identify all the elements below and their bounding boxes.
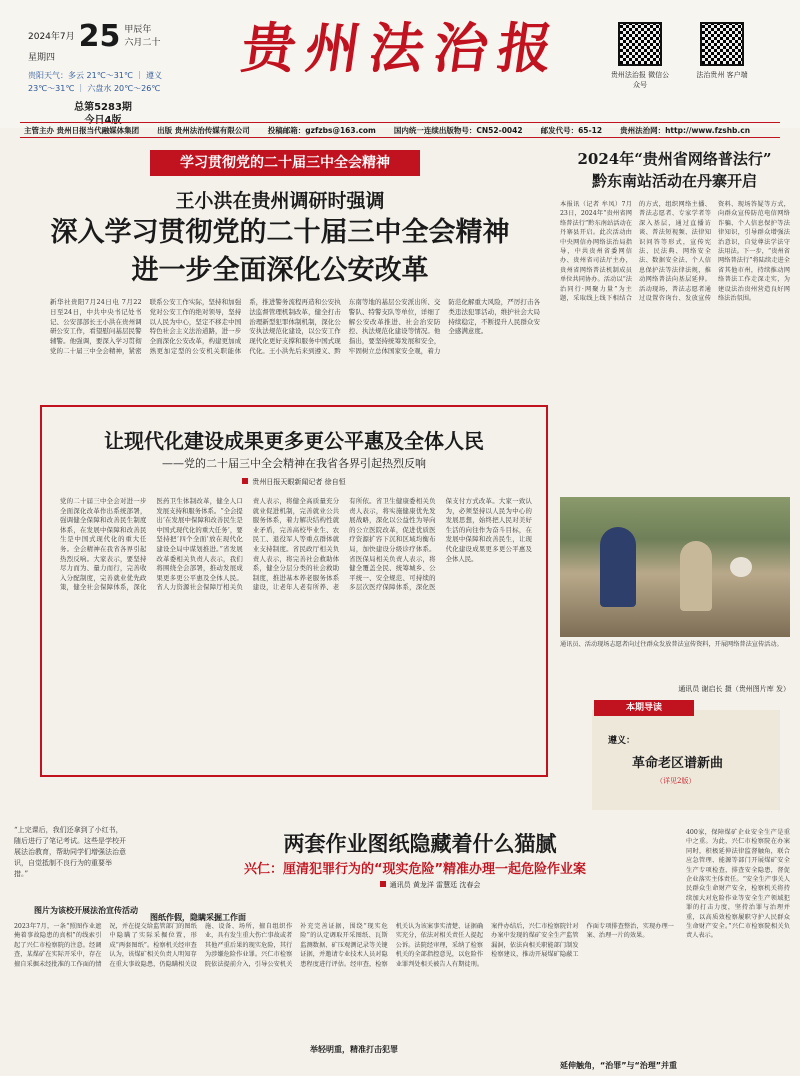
right-headline-line1[interactable]: 2024年“贵州省网络普法行” [577, 150, 772, 168]
guide-page-ref[interactable]: （详见2版） [656, 777, 696, 785]
lunar-month: 甲辰年 [124, 25, 152, 35]
lunar-day: 六月二十 [124, 38, 161, 48]
guide-header: 本期导读 [594, 700, 694, 716]
qr-code-icon[interactable] [618, 22, 662, 66]
qr-right-label: 法治贵州 客户端 [696, 71, 748, 79]
guide-location: 遵义： [608, 736, 636, 746]
section-head-3: 延伸触角，“治罪”与“治理”并重 [560, 1061, 678, 1070]
lead-headline-line2: 进一步全面深化公安改革 [131, 255, 429, 286]
newspaper-title: 贵州法治报 [237, 16, 567, 80]
bottom-right-body: 400家，保障煤矿企业安全生产是重中之重。为此，兴仁市检察院在办案同时，积极延伸法律监督触角，联合应急管理、能源等部门开展煤矿安全生产专项检查，排查安全隐患，督促企业落实主体责任。“安全生产事关人民群众生命财产安全，检察机关将持续加大对危险作业等安全生产领域犯罪的打击力度，坚持治罪与治理并重，以高质效检察履职守护人民群众生命财产安全。”兴仁市检察院相关负责人表示。 [686, 829, 790, 940]
info-item: 出版 贵州法治传媒有限公司 [157, 125, 250, 135]
info-item: 国内统一连续出版物号：CN52-0042 [393, 125, 523, 135]
info-item: 贵州法治网：http://www.fzshb.cn [620, 125, 751, 135]
qr-code-icon[interactable] [700, 22, 744, 66]
section-head-1: 图纸作假，隐瞒采掘工作面 [150, 913, 246, 922]
weather-line: 贵阳天气：多云 21℃～31℃ ｜ 遵义 23℃～31℃ ｜ 六盘水 20℃～26℃ [28, 71, 162, 93]
feature-byline: 贵州日报天眼新闻记者 徐自恒 [42, 477, 546, 487]
qr-left-label: 贵州法治报 微信公众号 [610, 71, 670, 89]
lead-headline-line1: 深入学习贯彻党的二十届三中全会精神 [50, 217, 510, 248]
feature-headline[interactable]: 让现代化建设成果更多更公平惠及全体人民 [104, 429, 484, 453]
right-headline-line2[interactable]: 黔东南站活动在丹寨开启 [591, 172, 757, 190]
masthead [0, 0, 800, 128]
feature-article-box [40, 405, 548, 777]
news-photo [560, 497, 790, 637]
feature-subtitle: ——党的二十届三中全会精神在我省各界引起热烈反响 [162, 457, 426, 470]
date-box [28, 19, 178, 127]
person-figure [600, 527, 636, 607]
weekday: 星期四 [28, 53, 56, 63]
photo-credit: 通讯员 谢启长 摄（贵州图片库 发） [678, 685, 790, 693]
bottom-article-body: 2023年7月，一条“照图作业遮掩着事故隐患的真相”的线索引起了兴仁市检察院的注意。经调查，某煤矿在实际开采中，存在擅自采掘未经批准的工作面的情况，并在提交给监管部门的图纸中隐瞒了实际采掘位置，形成“两套图纸”。检察机关经审查认为，该煤矿相关负责人明知存在重大事故隐患，仍隐瞒相关设施、设备、场所，擅自组织作业，具有发生重大伤亡事故或者其他严重后果的现实危险，其行为涉嫌危险作业罪。兴仁市检察院依法提前介入，引导公安机关补充完善证据，围绕“现实危险”的认定调取开采图纸、瓦斯监测数据、矿压观测记录等关键证据，并邀请专业技术人员对隐患程度进行评估。经审查，检察机关认为该案事实清楚、证据确实充分，依法对相关责任人提起公诉。法院经审理，采纳了检察机关的全部指控意见，以危险作业罪判处相关被告人有期徒刑。案件办结后，兴仁市检察院针对办案中发现的煤矿安全生产监管漏洞，依法向相关职能部门制发检察建议，推动开展煤矿隐蔽工作面专项排查整治，实现办理一案、治理一片的效果。 [14, 923, 674, 968]
section-banner: 学习贯彻党的二十届三中全会精神 [150, 150, 420, 176]
right-article-body: 本报讯（记者 牟凤）7月23日，2024年“贵州省网络普法行”黔东南站活动在丹寨县开启。此次活动由中央网信办网络法治局指导，中共贵州省委网信办、贵州省司法厅主办，贵州省网络普法机制成员单位共同协办。活动以“法治同行·网聚力量”为主题，采取线上线下相结合的方式，组织网络主播、普法志愿者、专家学者等深入基层，通过直播访谈、普法短视频、法律知识问答等形式，宣传宪法、民法典、网络安全法、数据安全法、个人信息保护法等法律法规，推动网络普法向基层延伸。活动现场，普法志愿者通过设置咨询台、发放宣传资料、现场答疑等方式，向群众宣传防范电信网络诈骗、个人信息保护等法律知识，引导群众增强法治意识，自觉尊法学法守法用法。下一步，“贵州省网络普法行”将陆续走进全省其他市州，持续推动网络普法工作走深走实，为建设法治贵州营造良好网络法治氛围。 [560, 201, 790, 303]
date-line: 2024年7月 [28, 31, 75, 42]
bottom-byline: 通讯员 黄龙洋 雷慧廷 沈春会 [280, 880, 580, 890]
date-day: 25 [78, 19, 121, 54]
hat-figure [730, 557, 752, 577]
sidebar-quote: “上完课后，我们还拿到了小红书，随后进行了笔记考试。这些是学校开展法治教育，帮助同学们增强法治意识，自觉抵制不良行为的重要举措。” [14, 826, 126, 878]
page-count: 今日4版 [84, 115, 122, 126]
lead-headline[interactable] [40, 214, 520, 290]
info-item: 主管主办 贵州日报当代融媒体集团 [24, 125, 140, 135]
info-item: 投稿邮箱：gzfzbs@163.com [267, 125, 376, 135]
lead-article-body: 新华社贵阳7月24日电 7月22日至24日，中共中央书记处书记、公安部部长王小洪在贵州调研公安工作，看望慰问基层民警辅警。他强调，要深入学习贯彻党的二十届三中全会精神，紧密联系公安工作实际，坚持和加强党对公安工作的绝对领导，坚持以人民为中心，坚定不移走中国特色社会主义法治道路，进一步全面深化公安改革，构建更加成熟更加定型的公安机关职能体系，推进警务流程再造和公安执法监督管理机制改革，健全打击治理新型犯罪体制机制，深化公安执法规范化建设，以公安工作现代化更好支撑和服务中国式现代化。王小洪先后来到遵义、黔东南等地的基层公安派出所、交警队、特警支队等单位，详细了解公安改革推进、社会治安防控、执法规范化建设等情况。他指出，要坚持统筹发展和安全，牢固树立总体国家安全观，着力防范化解重大风险，严厉打击各类违法犯罪活动，维护社会大局持续稳定，不断提升人民群众安全感满意度。 [50, 298, 540, 355]
bottom-headline[interactable]: 两套作业图纸隐藏着什么猫腻 [283, 831, 557, 856]
bottom-subtitle: 兴仁：厘清犯罪行为的“现实危险”精准办理一起危险作业案 [243, 862, 587, 877]
bottom-photo-caption: 图片为该校开展法治宣传活动 [34, 906, 138, 915]
section-head-2: 举轻明重，精准打击犯罪 [310, 1045, 398, 1054]
publication-info-bar [20, 122, 780, 138]
guide-title[interactable]: 革命老区谱新曲 [632, 756, 724, 771]
photo-caption: 通讯员、活动现场志愿者向过往群众发放普法宣传资料，开展网络普法宣传活动。 [560, 641, 783, 648]
issue-number: 总第5283期 [74, 102, 132, 113]
info-item: 邮发代号：65-12 [540, 125, 603, 135]
person-figure [680, 541, 712, 611]
feature-article-body: 党的二十届三中全会对进一步全面深化改革作出系统部署，强调健全保障和改善民生制度体系，在发展中保障和改善民生是中国式现代化的重大任务。全会精神在我省各界引起热烈反响。大家表示，要坚持尽力而为、量力而行，完善收入分配制度，完善就业优先政策，健全社会保障体系，深化医药卫生体制改革，健全人口发展支持和服务体系。“全会提出‘在发展中保障和改善民生是中国式现代化的重大任务’，要坚持把‘四个全面’放在现代化建设全局中谋划推进。”省发展改革委相关负责人表示，我们将围绕全会部署，推动发展成果更多更公平惠及全体人民。省人力资源社会保障厅相关负责人表示，将健全高质量充分就业促进机制，完善就业公共服务体系，着力解决结构性就业矛盾，完善高校毕业生、农民工、退役军人等重点群体就业支持制度。省民政厅相关负责人表示，将完善社会救助体系，健全分层分类的社会救助制度，推进基本养老服务体系建设，让老年人老有所养、老有所依。省卫生健康委相关负责人表示，将实施健康优先发展战略，深化以公益性为导向的公立医院改革，促进优质医疗资源扩容下沉和区域均衡布局，加快建设分级诊疗体系。省医保局相关负责人表示，将健全覆盖全民、统筹城乡、公平统一、安全规范、可持续的多层次医疗保障体系，深化医保支付方式改革。大家一致认为，必须坚持以人民为中心的发展思想，始终把人民对美好生活的向往作为奋斗目标，在发展中保障和改善民生，让现代化建设成果更多更公平惠及全体人民。 [60, 497, 532, 592]
lead-pretitle: 王小洪在贵州调研时强调 [175, 190, 385, 212]
